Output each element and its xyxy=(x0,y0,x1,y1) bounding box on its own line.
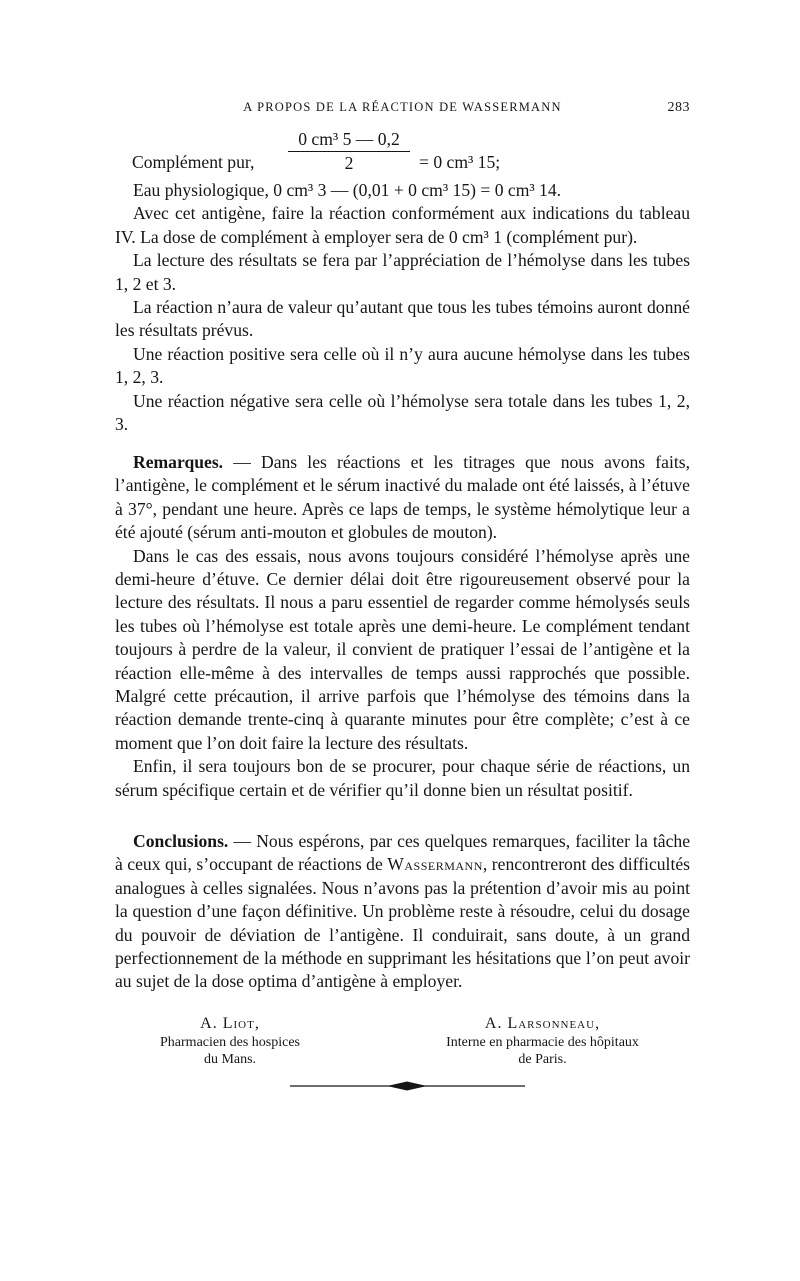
signature-name: A. Larsonneau, xyxy=(484,1015,601,1032)
paragraph-positive: Une réaction positive sera celle où il n’y aura aucune hémolyse dans les tubes 1, 2, 3. xyxy=(115,343,690,388)
signature-title: Pharmacien des hospices xyxy=(160,1035,300,1050)
eau-line: Eau physiologique, 0 cm³ 3 — (0,01 + 0 cm³ 15) = 0 cm³ 14. xyxy=(133,180,562,200)
end-ornament-rule xyxy=(290,1080,525,1092)
running-header xyxy=(115,100,690,120)
paragraph-enfin: Enfin, il sera toujours bon de se procurer, pour chaque série de réactions, un sérum spécifique certain et de vérifier qu’il donne bien un résultat positif. xyxy=(115,756,690,800)
conclusions-heading: Conclusions. xyxy=(133,831,229,851)
paragraph-remarques xyxy=(115,451,690,545)
signature-location: du Mans. xyxy=(203,1052,257,1067)
remarques-section xyxy=(115,451,690,802)
body-text xyxy=(115,179,690,436)
formula-numerator: 0 cm³ 5 — 0,2 xyxy=(298,129,400,149)
paragraph-conclusions xyxy=(115,830,690,994)
signature-location: de Paris. xyxy=(518,1052,567,1067)
signature-liot xyxy=(130,1015,330,1068)
conclusions-section xyxy=(115,830,690,994)
signature-title: Interne en pharmacie des hôpitaux xyxy=(446,1035,639,1050)
conclusions-pre: — Nous espérons, par ces quelques remarques, faciliter la tâche à ceux qui, s’occupant de réactions de xyxy=(115,831,690,875)
remarques-text: — Dans les réactions et les titrages que nous avons faits, l’antigène, le complément et le sérum inactivé du malade ont été laissés, à l’étuve à 37°, pendant une heure. Après ce laps de temps, le système hémolytique leur a été ajouté (sérum anti-mouton et globules de mouton). xyxy=(115,452,690,543)
page-number: 283 xyxy=(667,100,690,115)
formula-result: = 0 cm³ 15; xyxy=(419,152,501,172)
formula-fraction xyxy=(288,128,410,174)
conclusions-post: , rencontreront des difficultés analogues à celles signalées. Nous n’avons pas la prétention d’avoir mis au point la question d’une façon définitive. Un problème reste à résoudre, celui du dosage du pouvoir de déviation de l’antigène. Il conduirait, sans doute, à un grand perfectionnement de la méthode en supprimant les hésitations que l’on peut avoir au sujet de la dose optima d’antigène à employer. xyxy=(115,854,690,992)
formula-label: Complément pur, xyxy=(132,152,255,172)
paragraph-antigene: Avec cet antigène, faire la réaction conformément aux indications du tableau IV. La dose de complément à employer sera de 0 cm³ 1 (complément pur). xyxy=(115,203,690,247)
signature-name: A. Liot, xyxy=(200,1015,260,1032)
remarques-heading: Remarques. xyxy=(133,452,224,472)
paragraph-valeur: La réaction n’aura de valeur qu’autant que tous les tubes témoins auront donné les résultats prévus. xyxy=(115,297,690,341)
running-title: A PROPOS DE LA RÉACTION DE WASSERMANN xyxy=(243,100,562,114)
paragraph-lecture: La lecture des résultats se fera par l’appréciation de l’hémolyse dans les tubes 1, 2 et 3. xyxy=(115,250,690,294)
formula-denominator: 2 xyxy=(344,153,354,173)
signature-larsonneau xyxy=(410,1015,675,1068)
paragraph-negative: Une réaction négative sera celle où l’hémolyse sera totale dans les tubes 1, 2, 3. xyxy=(115,390,690,435)
paragraph-essais: Dans le cas des essais, nous avons toujours considéré l’hémolyse après une demi-heure d’étuve. Ce dernier délai doit être rigoureusement observé pour la lecture des résultats. Il nous a paru essentiel de regarder comme hémolysés seuls les tubes où l’hémolyse est totale après une demi-heure. Le complément tendant toujours à perdre de la valeur, il convient de pratiquer l’essai de l’antigène et la réaction elle-même à des intervalles de temps aussi rapprochés que possible. Malgré cette précaution, il arrive parfois que l’hémolyse des témoins dans la réaction demande trente-cinq à quarante minutes pour être complète; c’est à ce moment que l’on doit faire la lecture des résultats. xyxy=(115,545,690,753)
author-reference: Wassermann xyxy=(387,854,483,875)
complement-formula xyxy=(132,128,692,178)
